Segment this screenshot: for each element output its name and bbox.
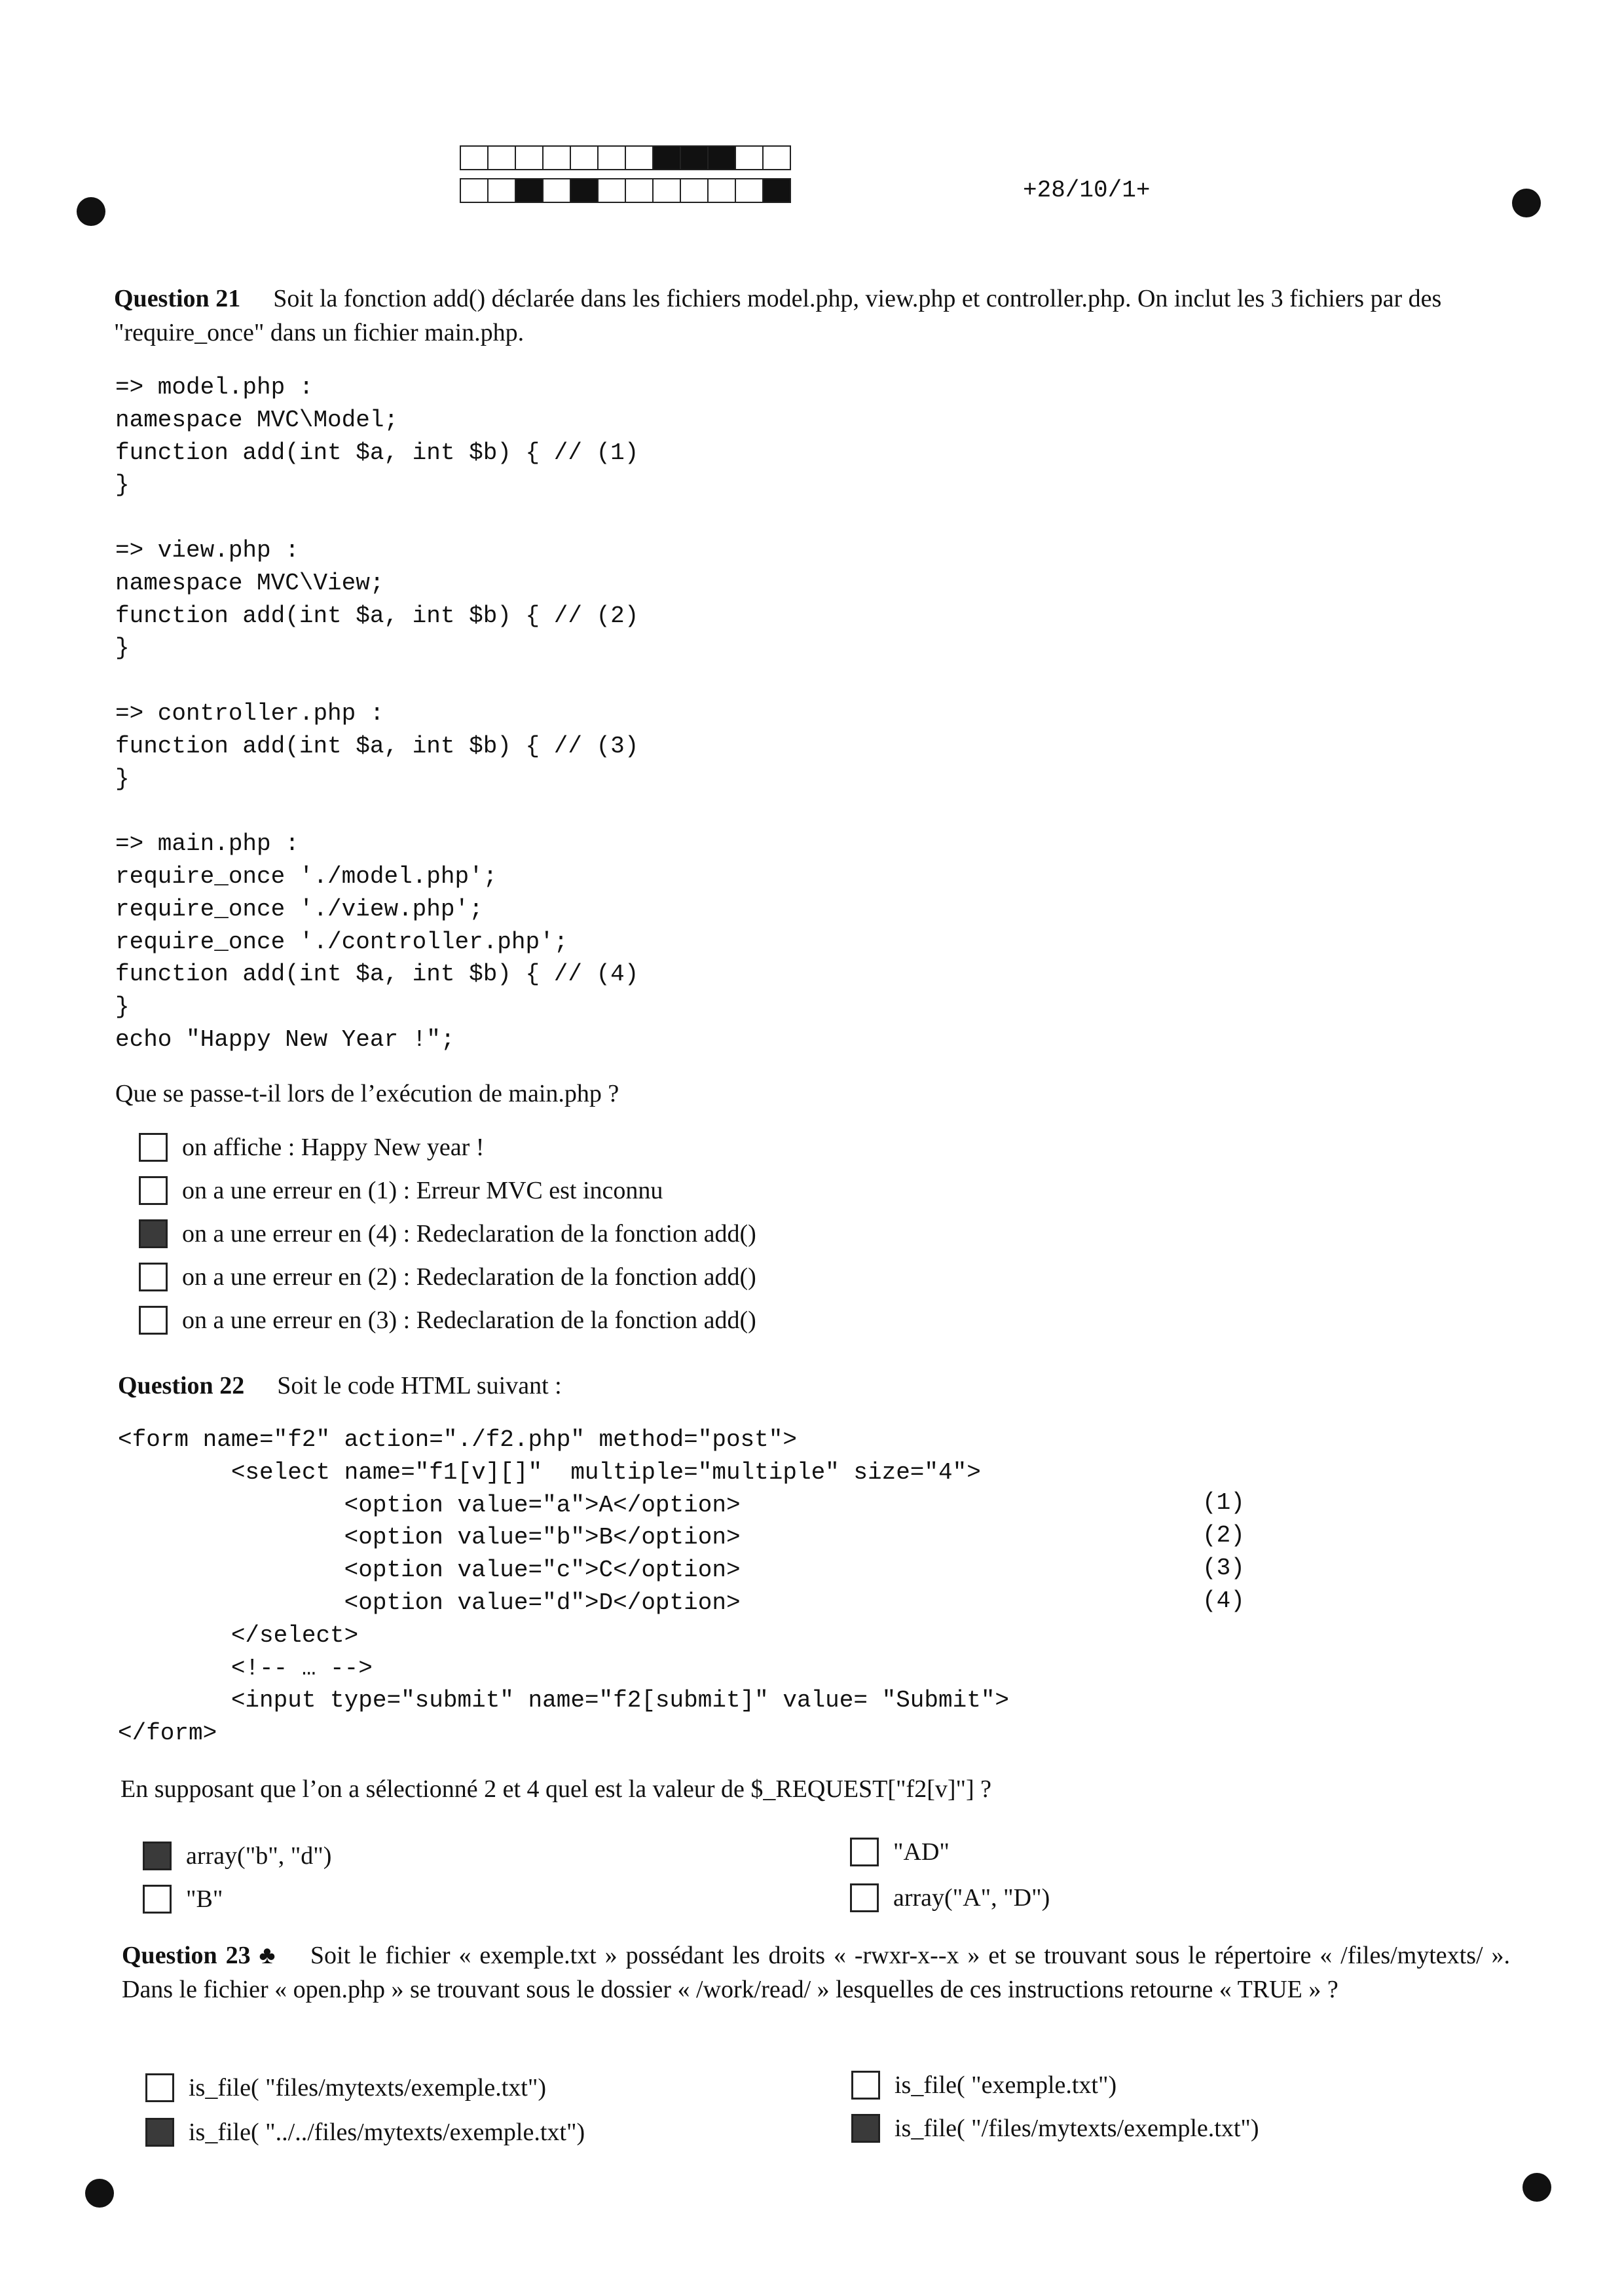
registration-mark-top-left xyxy=(77,197,105,226)
q23-option-3[interactable] xyxy=(145,2114,585,2151)
q23-option-4[interactable] xyxy=(851,2110,1259,2147)
option-label: array("b", "d") xyxy=(186,1842,332,1870)
barcode-cell-empty xyxy=(625,178,654,203)
barcode-cell-empty xyxy=(735,178,764,203)
checkbox[interactable] xyxy=(851,2114,880,2143)
question-number: Question 21 xyxy=(114,285,241,312)
option-line-numbers xyxy=(1202,1487,1245,1618)
barcode-cell-empty xyxy=(762,145,791,170)
checkbox[interactable] xyxy=(851,2071,880,2100)
barcode-cell-filled xyxy=(515,178,544,203)
barcode-cell-empty xyxy=(487,178,516,203)
question-text: Soit la fonction add() déclarée dans les fichiers model.php, view.php et controller.php. On inclut les 3 fichiers par des "require_once" dans un fichier main.php. xyxy=(114,285,1442,346)
barcode-cell-empty xyxy=(597,178,626,203)
barcode-cell-empty xyxy=(542,178,571,203)
option-label: array("A", "D") xyxy=(893,1884,1050,1912)
barcode-cell-empty xyxy=(460,178,489,203)
question-21-prompt: Que se passe-t-il lors de l’exécution de main.php ? xyxy=(115,1080,619,1107)
barcode-cell-filled xyxy=(680,145,709,170)
barcode-cell-filled xyxy=(762,178,791,203)
barcode-cell-filled xyxy=(652,145,681,170)
barcode-cell-empty xyxy=(570,145,599,170)
q21-option-3[interactable] xyxy=(139,1215,756,1252)
barcode-cell-empty xyxy=(625,145,654,170)
q23-option-2[interactable] xyxy=(851,2067,1116,2103)
q23-option-1[interactable] xyxy=(145,2069,546,2106)
checkbox[interactable] xyxy=(139,1263,168,1291)
barcode-row-2 xyxy=(460,178,790,204)
option-label: on a une erreur en (2) : Redeclaration de la fonction add() xyxy=(182,1263,756,1291)
barcode-cell-empty xyxy=(707,178,736,203)
question-text: Soit le code HTML suivant : xyxy=(277,1372,562,1399)
q21-option-2[interactable] xyxy=(139,1172,663,1209)
question-21-heading xyxy=(114,282,1509,350)
barcode-cell-empty xyxy=(487,145,516,170)
q21-option-5[interactable] xyxy=(139,1302,756,1339)
checkbox[interactable] xyxy=(145,2118,174,2147)
barcode-cell-empty xyxy=(652,178,681,203)
option-label: on a une erreur en (4) : Redeclaration de la fonction add() xyxy=(182,1220,756,1248)
question-22-heading xyxy=(118,1369,562,1403)
question-22-prompt: En supposant que l’on a sélectionné 2 et 4 quel est la valeur de $_REQUEST["f2[v]"] ? xyxy=(120,1775,992,1803)
barcode-cell-empty xyxy=(460,145,489,170)
line-number: (4) xyxy=(1202,1587,1245,1614)
question-text: Soit le fichier « exemple.txt » possédant les droits « -rwxr-x--x » et se trouvant sous le répertoire « /files/mytexts/ ». Dans le fichier « open.php » se trouvant sous le dossier « /work/read/ » lesquelles de ces instructions retourne « TRUE » ? xyxy=(122,1942,1510,2003)
checkbox[interactable] xyxy=(850,1838,879,1866)
q22-option-2[interactable] xyxy=(850,1834,950,1870)
barcode-cell-empty xyxy=(542,145,571,170)
registration-mark-bottom-right xyxy=(1522,2173,1551,2202)
option-label: is_file( "/files/mytexts/exemple.txt") xyxy=(895,2115,1259,2142)
barcode-cell-empty xyxy=(597,145,626,170)
page-id: +28/10/1+ xyxy=(1023,177,1151,204)
barcode-cell-empty xyxy=(680,178,709,203)
line-number: (2) xyxy=(1202,1522,1245,1549)
registration-mark-top-right xyxy=(1512,189,1541,217)
option-label: on affiche : Happy New year ! xyxy=(182,1134,485,1161)
barcode-cell-empty xyxy=(515,145,544,170)
checkbox[interactable] xyxy=(143,1885,172,1914)
option-label: is_file( "../../files/mytexts/exemple.txt") xyxy=(189,2119,585,2146)
option-label: "AD" xyxy=(893,1838,950,1866)
option-label: is_file( "files/mytexts/exemple.txt") xyxy=(189,2074,547,2102)
q22-option-1[interactable] xyxy=(143,1838,331,1874)
barcode-cell-filled xyxy=(707,145,736,170)
checkbox[interactable] xyxy=(143,1842,172,1870)
checkbox[interactable] xyxy=(145,2073,174,2102)
q22-option-3[interactable] xyxy=(143,1881,223,1917)
question-21-code: => model.php : namespace MVC\Model; function add(int $a, int $b) { // (1) } => view.php : namespace MVC\View; function add(int $a, int $b) { // (2) } => controller.php : function add(int $a, int $b) { // (3) } => main.php : require_once './model.php'; require_once './view.php'; require_once './controller.php'; function add(int $a, int $b) { // (4) } echo "Happy New Year !"; xyxy=(115,374,639,1053)
barcode-row-1 xyxy=(460,145,790,172)
checkbox[interactable] xyxy=(139,1306,168,1335)
option-label: "B" xyxy=(186,1885,223,1913)
registration-mark-bottom-left xyxy=(85,2179,114,2208)
barcode-cell-filled xyxy=(570,178,599,203)
line-number: (3) xyxy=(1202,1555,1245,1582)
checkbox[interactable] xyxy=(139,1133,168,1162)
option-label: on a une erreur en (1) : Erreur MVC est inconnu xyxy=(182,1177,663,1204)
question-22-code: <form name="f2" action="./f2.php" method="post"> <select name="f1[v][]" multiple="multiple" size="4"> <option value="a">A</option> <option value="b">B</option> <option value="c">C</option> <option value="d">D</option> </select> <!-- … --> <input type="submit" name="f2[submit]" value= "Submit"> </form> xyxy=(118,1426,1010,1747)
checkbox[interactable] xyxy=(139,1176,168,1205)
question-23-heading xyxy=(122,1938,1510,2007)
line-number: (1) xyxy=(1202,1489,1245,1516)
question-number: Question 23 ♣ xyxy=(122,1942,278,1969)
barcode-cell-empty xyxy=(735,145,764,170)
option-label: is_file( "exemple.txt") xyxy=(895,2071,1117,2099)
checkbox[interactable] xyxy=(850,1883,879,1912)
question-number: Question 22 xyxy=(118,1372,245,1399)
checkbox[interactable] xyxy=(139,1219,168,1248)
q21-option-4[interactable] xyxy=(139,1259,756,1295)
option-label: on a une erreur en (3) : Redeclaration de la fonction add() xyxy=(182,1306,756,1334)
q22-option-4[interactable] xyxy=(850,1879,1050,1916)
q21-option-1[interactable] xyxy=(139,1129,484,1166)
